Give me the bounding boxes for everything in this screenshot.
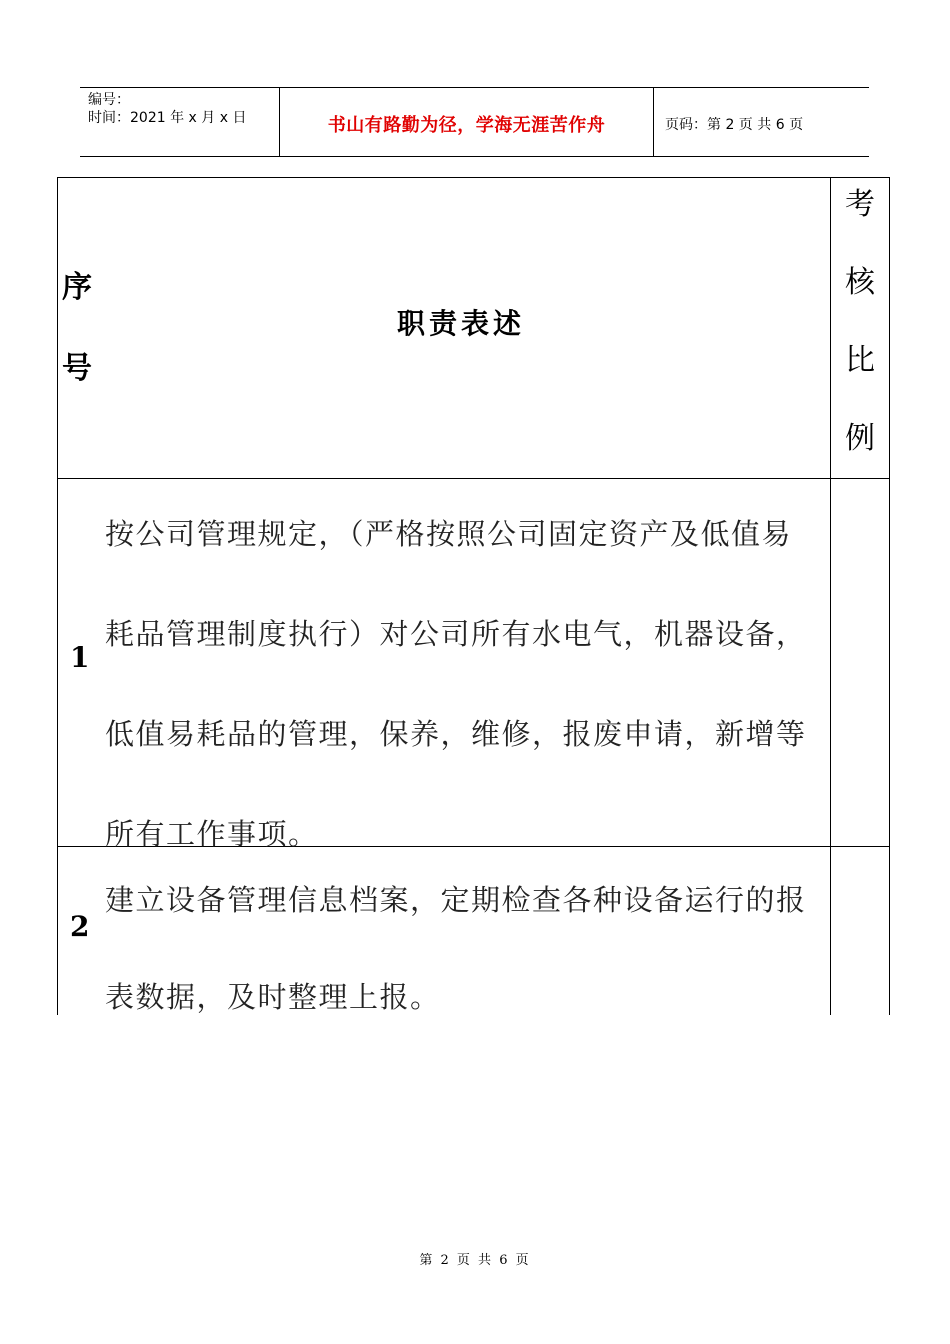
page-code: 页码：第 2 页 共 6 页 bbox=[665, 117, 804, 133]
date-label: 时间：2021 年 x 月 x 日 bbox=[88, 110, 247, 126]
code-label: 编号： bbox=[88, 92, 130, 108]
duty-text: 按公司管理规定，（严格按照公司固定资产及低值易耗品管理制度执行）对公司所有水电气，机器设备，低值易耗品的管理，保养，维修，报废申请，新增等所有工作事项。 bbox=[105, 517, 807, 851]
table-border-right bbox=[889, 177, 890, 1015]
motto: 书山有路勤为径，学海无涯苦作舟 bbox=[327, 115, 606, 136]
col-seq-header-2: 号 bbox=[62, 351, 92, 386]
row-number: 2 bbox=[70, 910, 90, 943]
ratio-char: 考 bbox=[845, 187, 875, 222]
page-footer: 第 2 页 共 6 页 bbox=[419, 1253, 531, 1268]
ratio-char: 核 bbox=[845, 265, 875, 300]
ratio-char: 比 bbox=[845, 343, 875, 378]
table-border-top bbox=[57, 177, 890, 178]
col-ratio-header bbox=[832, 182, 888, 494]
table-column-divider bbox=[830, 177, 831, 1015]
col-seq-header-1: 序 bbox=[62, 270, 92, 305]
row-number: 1 bbox=[70, 641, 90, 674]
ratio-char: 例 bbox=[845, 421, 875, 456]
table-border-left bbox=[57, 177, 58, 1015]
col-duty-header: 职责表述 bbox=[397, 307, 526, 340]
table-row-divider bbox=[57, 478, 890, 479]
duty-text: 建立设备管理信息档案，定期检查各种设备运行的报表数据，及时整理上报。 bbox=[105, 883, 807, 1014]
